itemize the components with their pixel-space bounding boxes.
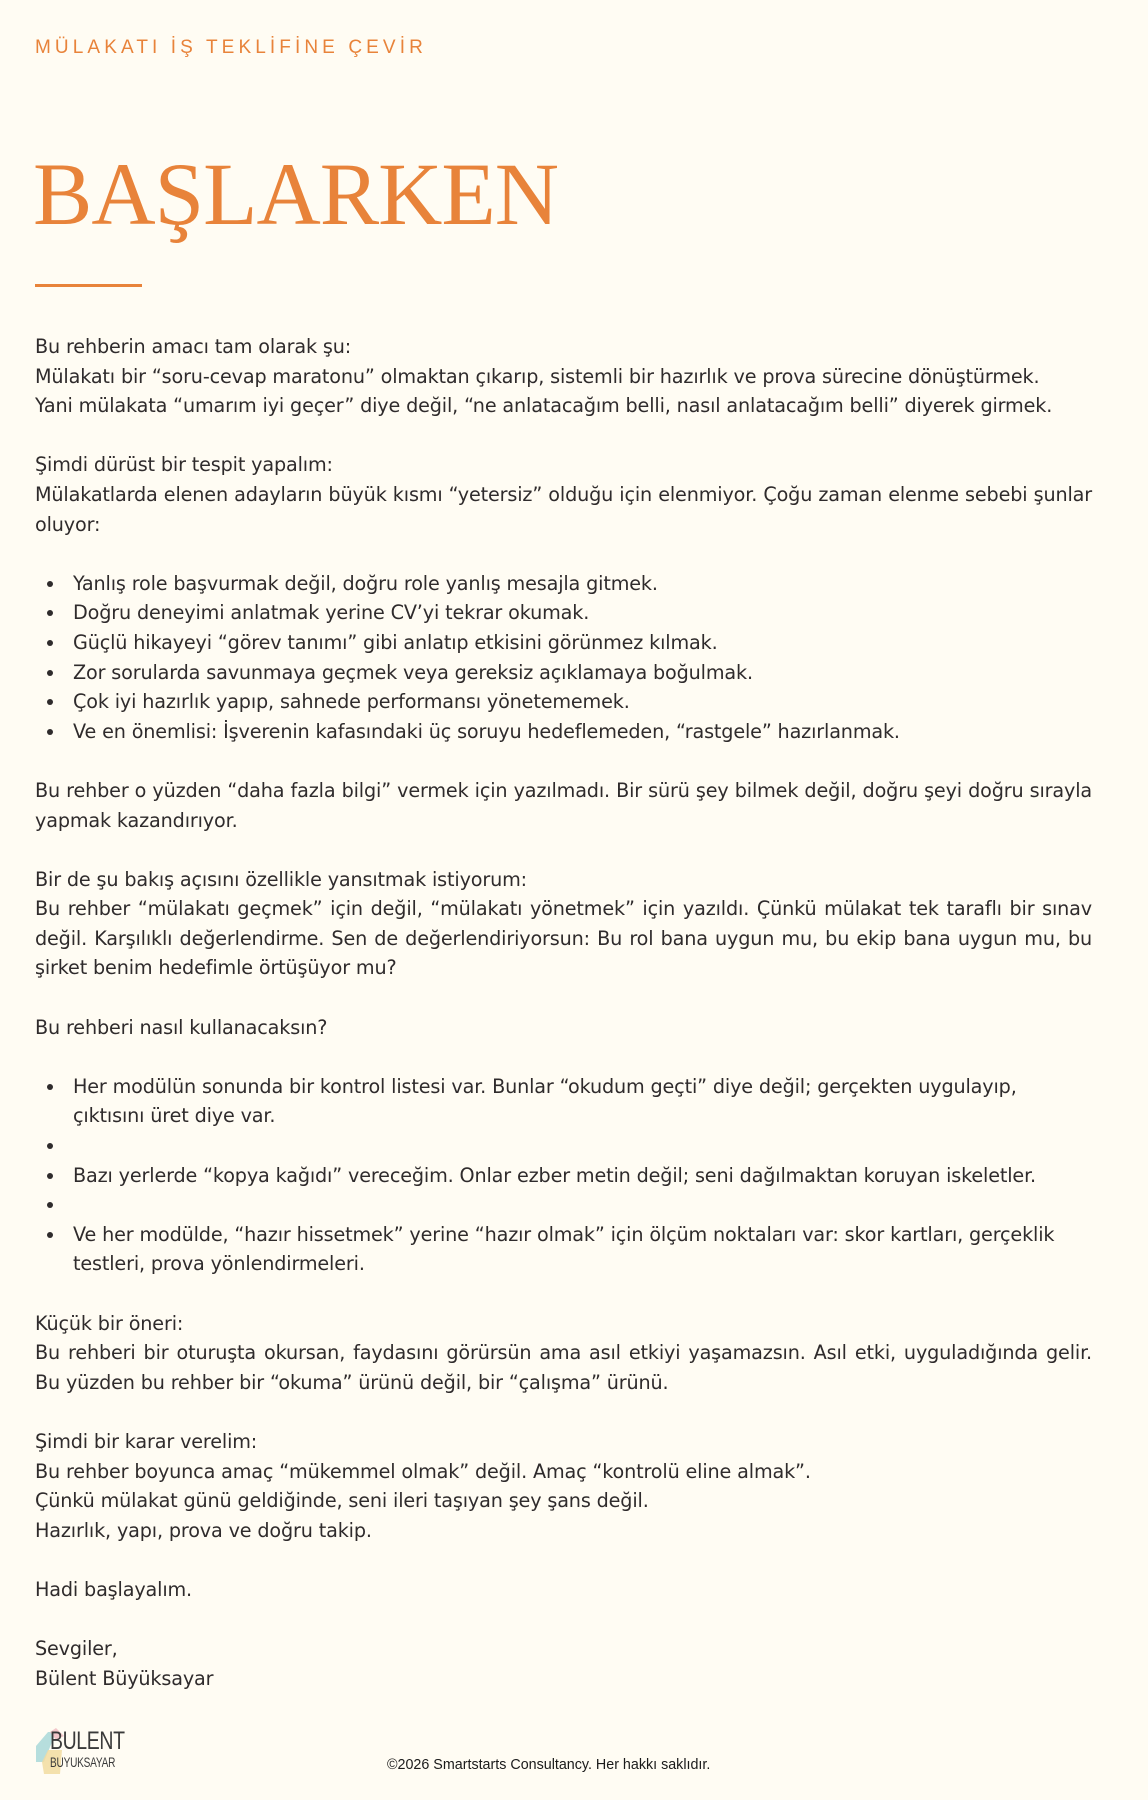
title-divider (35, 284, 142, 287)
list-item-text: Ve en önemlisi: İşverenin kafasındaki üç soruyu hedeflemeden, “rastgele” hazırlanmak. (73, 719, 900, 743)
bullet-icon (47, 729, 53, 735)
usage-list (35, 1072, 1092, 1279)
assessment-lead: Şimdi dürüst bir tespit yapalım: (35, 453, 333, 477)
purpose-paragraph: Bu rehber o yüzden “daha fazla bilgi” vermek için yazılmadı. Bir sürü şey bilmek değil, doğru şeyi doğru sırayla yapmak kazandırıyor. (35, 778, 1092, 832)
list-item (35, 658, 1092, 688)
decision-line: Bu rehber boyunca amaç “mükemmel olmak” değil. Amaç “kontrolü eline almak”. (35, 1459, 811, 1483)
decision-line: Çünkü mülakat günü geldiğinde, seni ileri taşıyan şey şans değil. (35, 1489, 649, 1513)
brand-logo (36, 1728, 136, 1776)
intro-paragraph (35, 332, 1092, 421)
list-item-text: Yanlış role başvurmak değil, doğru role yanlış mesajla gitmek. (73, 571, 658, 595)
list-item-empty (35, 1131, 1092, 1161)
list-item (35, 569, 1092, 599)
usage-lead: Bu rehberi nasıl kullanacaksın? (35, 1015, 328, 1039)
body-content (35, 332, 1092, 1723)
closing-cta: Hadi başlayalım. (35, 1577, 192, 1601)
bullet-icon (47, 1202, 53, 1208)
signature-name: Bülent Büyüksayar (35, 1666, 214, 1690)
decision-paragraph (35, 1427, 1092, 1545)
suggestion-paragraph (35, 1309, 1092, 1398)
intro-line: Yani mülakata “umarım iyi geçer” diye değil, “ne anlatacağım belli, nasıl anlatacağım belli” diyerek girmek. (35, 394, 1053, 418)
salutation: Sevgiler, (35, 1637, 118, 1661)
list-item (35, 628, 1092, 658)
list-item-text: Her modülün sonunda bir kontrol listesi var. Bunlar “okudum geçti” diye değil; gerçekten uygulayıp, çıktısını üret diye var. (73, 1074, 1017, 1128)
perspective-body: Bu rehber “mülakatı geçmek” için değil, “mülakatı yönetmek” için yazıldı. Çünkü mülakat tek taraflı bir sınav değil. Karşılıklı değerlendirme. Sen de değerlendiriyorsun: Bu rol bana uygun mu, bu ekip bana uygun mu, bu şirket benim hedefimle örtüşüyor mu? (35, 897, 1092, 980)
bullet-icon (47, 1232, 53, 1238)
intro-line: Bu rehberin amacı tam olarak şu: (35, 335, 352, 358)
bullet-icon (47, 581, 53, 587)
perspective-lead: Bir de şu bakış açısını özellikle yansıtmak istiyorum: (35, 867, 527, 891)
bullet-icon (47, 670, 53, 676)
list-item-text: Çok iyi hazırlık yapıp, sahnede performansı yönetememek. (73, 690, 630, 714)
list-item (35, 1072, 1092, 1131)
eyebrow-title: MÜLAKATI İŞ TEKLİFİNE ÇEVİR (35, 37, 427, 58)
copyright-notice: ©2026 Smartstarts Consultancy. Her hakkı saklıdır. (387, 1757, 711, 1773)
list-item (35, 687, 1092, 717)
elimination-reasons-list (35, 569, 1092, 747)
bullet-icon (47, 1143, 53, 1149)
assessment-body: Mülakatlarda elenen adayların büyük kısmı “yetersiz” olduğu için elenmiyor. Çoğu zaman elenme sebebi şunlar oluyor: (35, 482, 1092, 536)
bullet-icon (47, 1173, 53, 1179)
list-item-empty (35, 1190, 1092, 1220)
decision-line: Şimdi bir karar verelim: (35, 1429, 258, 1453)
logo-text-last: BUYUKSAYAR (50, 1754, 116, 1770)
bullet-icon (47, 640, 53, 646)
list-item-text: Zor sorularda savunmaya geçmek veya gereksiz açıklamaya boğulmak. (73, 660, 753, 684)
list-item-text: Doğru deneyimi anlatmak yerine CV’yi tekrar okumak. (73, 601, 590, 625)
intro-line: Mülakatı bir “soru-cevap maratonu” olmaktan çıkarıp, sistemli bir hazırlık ve prova sürecine dönüştürmek. (35, 364, 1040, 388)
list-item-text: Ve her modülde, “hazır hissetmek” yerine “hazır olmak” için ölçüm noktaları var: skor kartları, gerçeklik testleri, prova yönlendirmeleri. (73, 1222, 1055, 1276)
list-item (35, 1220, 1092, 1279)
suggestion-lead: Küçük bir öneri: (35, 1311, 184, 1335)
suggestion-body: Bu rehberi bir oturuşta okursan, faydasını görürsün ama asıl etkiyi yaşamazsın. Asıl etki, uyguladığında gelir. Bu yüzden bu rehber bir “okuma” ürünü değil, bir “çalışma” ürünü. (35, 1341, 1092, 1394)
bullet-icon (47, 1084, 53, 1090)
bullet-icon (47, 699, 53, 705)
perspective-paragraph (35, 865, 1092, 983)
signature-block (35, 1634, 1092, 1693)
list-item (35, 717, 1092, 747)
list-item (35, 1161, 1092, 1191)
list-item-text: Bazı yerlerde “kopya kağıdı” vereceğim. Onlar ezber metin değil; seni dağılmaktan koruyan iskeletler. (73, 1163, 1036, 1187)
list-item (35, 598, 1092, 628)
list-item-text: Güçlü hikayeyi “görev tanımı” gibi anlatıp etkisini görünmez kılmak. (73, 630, 718, 654)
assessment-paragraph (35, 450, 1092, 539)
logo-text-first: BULENT (50, 1727, 125, 1755)
bullet-icon (47, 610, 53, 616)
page-title: BAŞLARKEN (33, 146, 559, 244)
decision-line: Hazırlık, yapı, prova ve doğru takip. (35, 1518, 372, 1542)
